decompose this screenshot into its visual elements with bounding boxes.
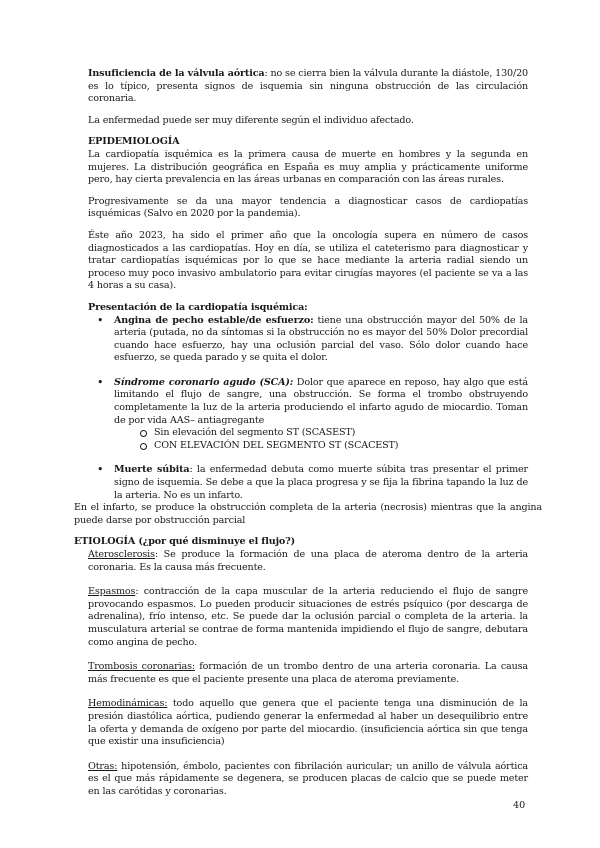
- spasms-text: : contracción de la capa muscular de la arteria reduciendo el flujo de sangre provocando espasmos. Lo pueden producir situaciones de estrés psíquico (por descarga de adrenalina), frío intenso, etc. Se puede dar la oclusión parcial o completa de la arteria. la musculatura arterial se contrae de forma mantenida impidiendo el flujo de sangre, debutara como angina de pecho.: [88, 586, 528, 648]
- sublist-item-scacest: CON ELEVACIÓN DEL SEGMENTO ST (SCACEST): [114, 440, 528, 453]
- acs-text: Dolor que aparece en reposo, hay algo que está limitando el flujo de sangre, una obstrucción. Se forma el trombo obstruyendo completamente la luz de la arteria produciendo el infarto agudo de miocardio. Toman de por vida AAS– antiagregante: [114, 376, 528, 426]
- infarction-note: En el infarto, se produce la obstrucción completa de la arteria (necrosis) mientras que la angina puede darse por obstrucción parcial: [74, 502, 542, 526]
- sublist-item-scasest: Sin elevación del segmento ST (SCASEST): [114, 427, 528, 440]
- epidemiology-heading: [88, 136, 528, 149]
- individual-variation-paragraph: La enfermedad puede ser muy diferente según el individuo afectado.: [88, 114, 414, 126]
- presentation-list: [88, 315, 528, 503]
- thrombosis-text: formación de un trombo dentro de una arteria coronaria. La causa más frecuente es que el paciente presente una placa de ateroma previamente.: [88, 661, 528, 685]
- etiology-spasms: [88, 586, 528, 649]
- other-text: hipotensión, émbolo, pacientes con fibrilación auricular; un anillo de válvula aórtica es el que más rápidamente se degenera, se producen placas de calcio que se puede meter en las carótidas y coronarias.: [88, 760, 528, 797]
- aortic-insufficiency-paragraph: [88, 68, 528, 106]
- list-item-acute-coronary-syndrome: [88, 377, 528, 453]
- epidemiology-paragraph-2: Progresivamente se da una mayor tendencia a diagnosticar casos de cardiopatías isquémicas (Salvo en 2020 por la pandemia).: [88, 195, 528, 220]
- sudden-death-term: Muerte súbita: [114, 464, 190, 476]
- aortic-insufficiency-term: Insuficiencia de la válvula aórtica: [88, 68, 265, 79]
- epidemiology-heading-text: EPIDEMIOLOGÍA: [88, 136, 180, 148]
- stable-angina-term: Angina de pecho estable/de esfuerzo:: [114, 314, 314, 326]
- etiology-heading: [74, 536, 542, 549]
- epidemiology-paragraph-1: La cardiopatía isquémica es la primera causa de muerte en hombres y la segunda en mujeres. La distribución geográfica en España es muy amplia y prácticamente uniforme pero, hay cierta prevalencia en las áreas urbanas en comparación con las áreas rurales.: [88, 148, 528, 186]
- sudden-death-text: : la enfermedad debuta como muerte súbita tras presentar el primer signo de isquemia. Se debe a que la placa progresa y se fija la fibrina tapando la luz de la arteria. No es un infarto.: [114, 464, 528, 501]
- list-item-sudden-death: [88, 464, 528, 502]
- spasms-term: Espasmos: [88, 586, 136, 598]
- acs-term: [114, 377, 293, 388]
- stable-angina-text: tiene una obstrucción mayor del 50% de la arteria (putada, no da síntomas si la obstrucción no es mayor del 50% Dolor precordial cuando hace esfuerzo, hay una oclusión parcial del vaso. Sólo dolor cuando hace esfuerzo, se queda parado y se quita el dolor.: [114, 314, 528, 364]
- hemodynamic-term: Hemodinámicas:: [88, 698, 168, 710]
- page-content: [74, 68, 542, 799]
- acs-sublist: [114, 427, 528, 452]
- hemodynamic-text: todo aquello que genera que el paciente tenga una disminución de la presión diastólica aórtica, pudiendo generar la enfermedad al haber un desequilibrio entre la oferta y demanda de oxígeno por parte del miocardio. (insuficiencia aórtica sin que tenga que existir una insuficiencia): [88, 698, 528, 748]
- thrombosis-term: Trombosis coronarias:: [88, 661, 195, 673]
- etiology-hemodynamic: [88, 698, 528, 748]
- presentation-heading: [88, 302, 528, 315]
- atherosclerosis-term: Aterosclerosis: [88, 549, 155, 560]
- etiology-thrombosis: [88, 661, 528, 686]
- etiology-heading-text: ETIOLOGÍA (¿por qué disminuye el flujo?): [74, 536, 296, 548]
- acs-term-text: Síndrome coronario agudo (SCA):: [114, 376, 294, 388]
- etiology-other: [88, 761, 528, 799]
- other-term: Otras:: [88, 760, 118, 772]
- list-item-stable-angina: [88, 315, 528, 365]
- page-number: 40: [513, 800, 526, 811]
- aortic-insufficiency-text: : no se cierra bien la válvula durante la diástole, 130/20 es lo típico, presenta signos de isquemia sin ninguna obstrucción de las circulación coronaria.: [88, 68, 528, 105]
- atherosclerosis-text: : Se produce la formación de una placa de ateroma dentro de la arteria coronaria. Es la causa más frecuente.: [88, 549, 528, 573]
- etiology-atherosclerosis: [88, 549, 528, 574]
- epidemiology-paragraph-3: Éste año 2023, ha sido el primer año que la oncología supera en número de casos diagnosticados a las cardiopatías. Hoy en día, se utiliza el cateterismo para diagnosticar y tratar cardiopatías isquémicas por lo que se hace mediante la arteria radial siendo un proceso muy poco invasivo ambulatorio para evitar cirugías mayores (el paciente se va a las 4 horas a su casa).: [88, 229, 528, 292]
- presentation-heading-text: Presentación de la cardiopatía isquémica:: [88, 301, 308, 313]
